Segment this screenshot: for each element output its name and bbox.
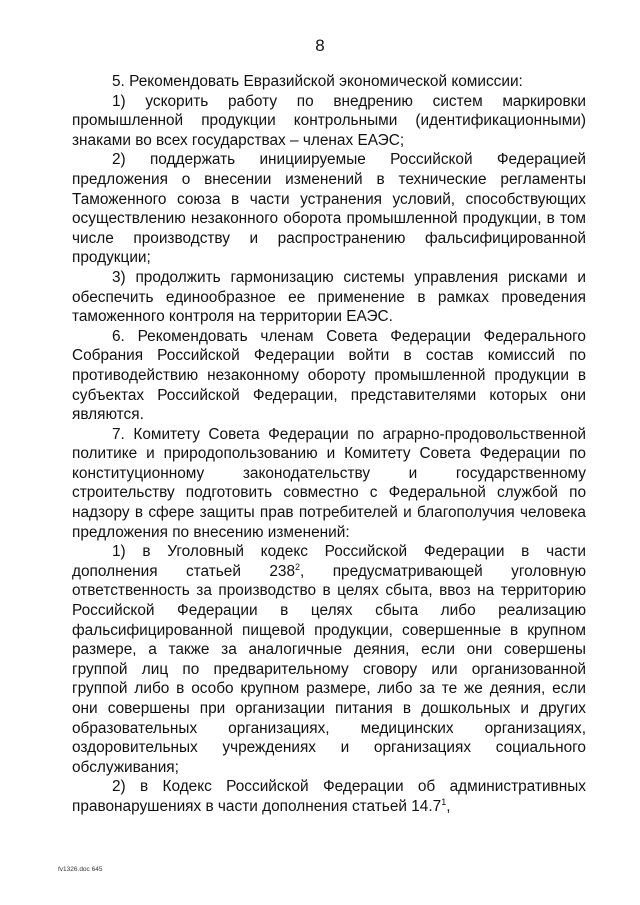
footer-file-reference: fv1326.doc 645 (58, 866, 103, 873)
paragraph-text: 2) в Кодекс Российской Федерации об административных правонарушениях в части дополнения статьей 14.7 (72, 778, 586, 815)
paragraph-7-item-1 (72, 542, 586, 777)
paragraph-text: , (446, 797, 451, 815)
paragraph-5-item-1: 1) ускорить работу по внедрению систем маркировки промышленной продукции контрольными (идентификационными) знаками во всех государствах – членах ЕАЭС; (72, 92, 586, 149)
paragraph-5-item-2: 2) поддержать инициируемые Российской Федерацией предложения о внесении изменений в технические регламенты Таможенного союза в части устранения условий, способствующих осуществлению незаконного оборота промышленной продукции, в том числе производству и распространению фальсифицированной продукции; (72, 151, 586, 267)
paragraph-text: , предусматривающей уголовную ответственность за производство в целях сбыта, ввоз на территорию Российской Федерации в целях сбыта либо реализацию фальсифицированной пищевой продукции, совершенные в крупном размере, а также за аналогичные деяния, если они совершены группой лиц по предварительному сговору или организованной группой либо в особо крупном размере, либо за те же деяния, если они совершены при организации питания в дошкольных и других образовательных организациях, медицинских организациях, оздоровительных учреждениях и организациях социального обслуживания; (72, 562, 586, 776)
document-body (72, 72, 586, 817)
paragraph-5-item-3: 3) продолжить гармонизацию системы управления рисками и обеспечить единообразное ее применение в рамках проведения таможенного контроля на территории ЕАЭС. (72, 268, 586, 326)
paragraph-text: 1) в Уголовный кодекс Российской Федерации в части дополнения статьей 238 (72, 543, 586, 580)
paragraph-6: 6. Рекомендовать членам Совета Федерации Федерального Собрания Российской Федерации войти в состав комиссий по противодействию незаконному обороту промышленной продукции в субъектах Российской Федерации, представителями которых они являются. (72, 327, 586, 424)
superscript: 2 (295, 561, 301, 572)
paragraph-7: 7. Комитету Совета Федерации по аграрно-продовольственной политике и природопользованию и Комитету Совета Федерации по конституционному законодательству и государственному строительству подготовить совместно с Федеральной службой по надзору в сфере защиты прав потребителей и благополучия человека предложения по внесению изменений: (72, 425, 586, 541)
paragraph-5: 5. Рекомендовать Евразийской экономической комиссии: (112, 73, 523, 90)
page-number: 8 (315, 36, 325, 55)
superscript: 1 (441, 796, 447, 807)
paragraph-7-item-2 (72, 777, 586, 816)
